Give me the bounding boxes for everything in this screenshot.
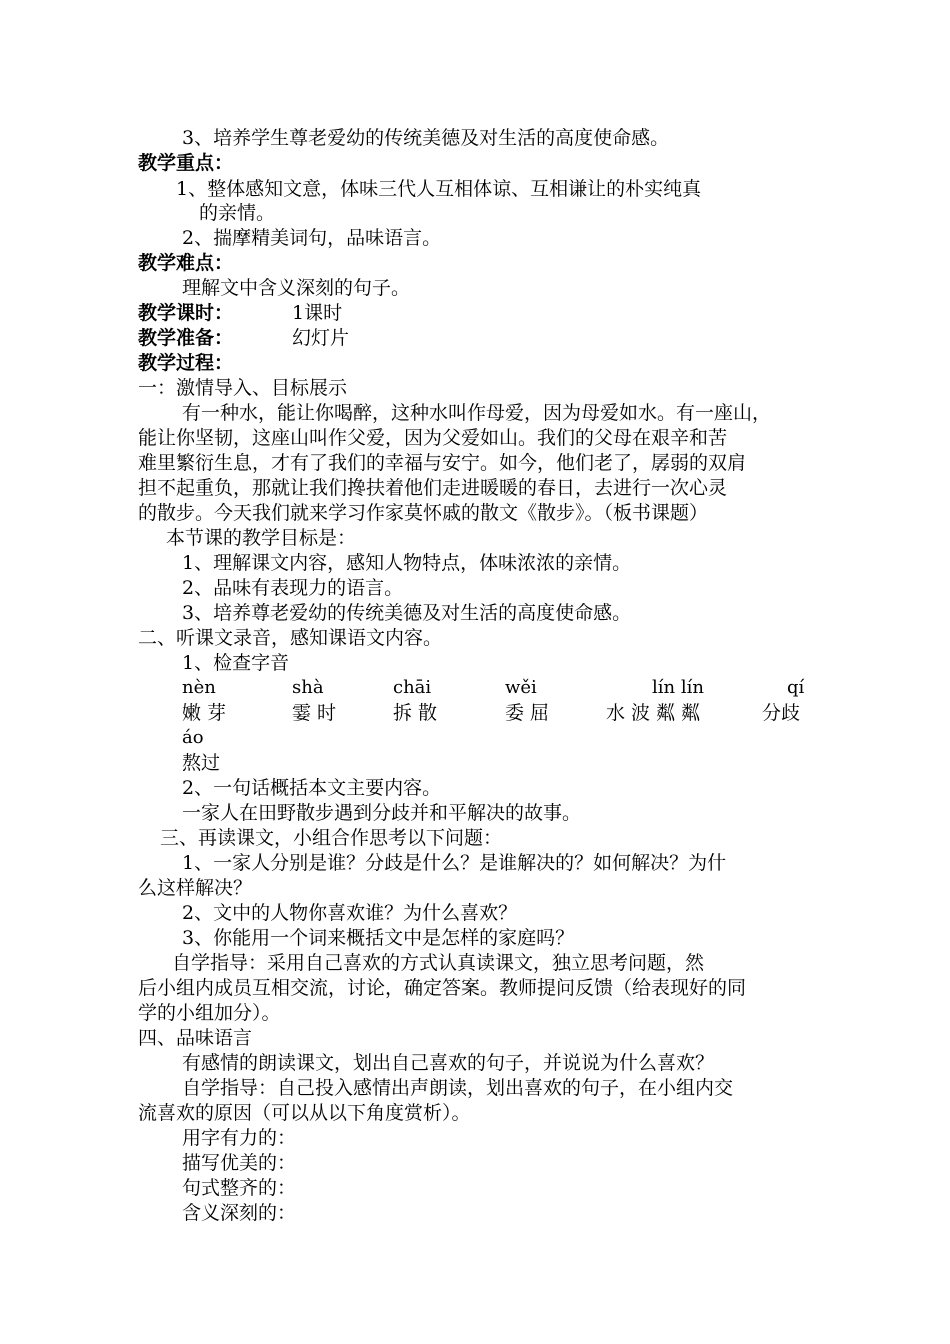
section-4-title: 四、品味语言 [138, 1027, 253, 1049]
section-2-title: 二、听课文录音，感知课语文内容。 [138, 627, 443, 649]
goal-1: 1、理解课文内容，感知人物特点，体味浓浓的亲情。 [182, 552, 632, 574]
word-chaisan: 拆 散 [393, 702, 438, 724]
class-hours-value: 1课时 [292, 302, 343, 324]
word-aoguo: 熬过 [182, 752, 221, 774]
pinyin-chai: chāi [393, 677, 432, 698]
teaching-focus-heading: 教学重点： [138, 152, 234, 174]
section-3-title: 三、再读课文，小组合作思考以下问题： [160, 827, 503, 849]
appreciation-angle-2: 描写优美的： [182, 1152, 297, 1174]
pinyin-wei: wěi [505, 677, 537, 698]
pinyin-sha: shà [292, 677, 324, 698]
pinyin-linlin: lín lín [652, 677, 704, 698]
word-weiqu: 委 屈 [505, 702, 550, 724]
self-study-guide-2: 自学指导：自己投入感情出声朗读，划出喜欢的句子，在小组内交 [182, 1077, 734, 1099]
appreciation-angle-1: 用字有力的： [182, 1127, 297, 1149]
intro-line-1: 有一种水，能让你喝醉，这种水叫作母爱，因为母爱如水。有一座山， [182, 402, 772, 424]
class-hours-heading: 教学课时： [138, 302, 234, 324]
question-3: 3、你能用一个词来概括文中是怎样的家庭吗？ [182, 927, 575, 949]
pinyin-ao: áo [182, 727, 204, 748]
goal-2: 2、品味有表现力的语言。 [182, 577, 404, 599]
summary-answer: 一家人在田野散步遇到分歧并和平解决的故事。 [182, 802, 582, 824]
goal-3: 3、培养尊老爱幼的传统美德及对生活的高度使命感。 [182, 602, 632, 624]
goals-intro: 本节课的教学目标是： [166, 527, 357, 549]
summary-question: 2、一句话概括本文主要内容。 [182, 777, 442, 799]
pinyin-nen: nèn [182, 677, 216, 698]
intro-line-5: 的散步。今天我们就来学习作家莫怀戚的散文《散步》。（板书课题） [138, 502, 709, 524]
reading-task: 有感情的朗读课文，划出自己喜欢的句子，并说说为什么喜欢？ [182, 1052, 715, 1074]
focus-item-2: 2、揣摩精美词句，品味语言。 [182, 227, 442, 249]
word-fenqi: 分歧 [762, 702, 801, 724]
focus-item-1: 1、整体感知文意，体味三代人互相体谅、互相谦让的朴实纯真 [176, 178, 702, 200]
intro-line-2: 能让你坚韧，这座山叫作父爱，因为父爱如山。我们的父母在艰辛和苦 [138, 427, 728, 449]
objective-3-line: 3、培养学生尊老爱幼的传统美德及对生活的高度使命感。 [182, 127, 670, 149]
self-study-guide-1-cont: 后小组内成员互相交流，讨论，确定答案。教师提问反馈（给表现好的同 [138, 977, 747, 999]
pinyin-qi: qí [787, 677, 805, 698]
teaching-prep-heading: 教学准备： [138, 327, 234, 349]
section-1-title: 一：激情导入、目标展示 [138, 377, 348, 399]
teaching-difficulty-heading: 教学难点： [138, 252, 234, 274]
teaching-prep-value: 幻灯片 [292, 327, 350, 349]
appreciation-angle-3: 句式整齐的： [182, 1177, 297, 1199]
difficulty-text: 理解文中含义深刻的句子。 [182, 277, 411, 299]
self-study-guide-1-end: 学的小组加分）。 [138, 1002, 281, 1024]
focus-item-1-cont: 的亲情。 [199, 202, 276, 224]
question-1: 1、一家人分别是谁？分歧是什么？是谁解决的？如何解决？为什 [182, 852, 727, 874]
intro-line-4: 担不起重负，那就让我们搀扶着他们走进暖暖的春日，去进行一次心灵 [138, 477, 728, 499]
word-shuibolinlin: 水 波 粼 粼 [606, 702, 701, 724]
self-study-guide-2-cont: 流喜欢的原因（可以从以下角度赏析）。 [138, 1102, 471, 1124]
appreciation-angle-4: 含义深刻的： [182, 1202, 297, 1224]
check-pronunciation: 1、检查字音 [182, 652, 290, 674]
word-shashi: 霎 时 [292, 702, 337, 724]
word-nenya: 嫩 芽 [182, 702, 227, 724]
question-2: 2、文中的人物你喜欢谁？为什么喜欢？ [182, 902, 518, 924]
intro-line-3: 难里繁衍生息，才有了我们的幸福与安宁。如今，他们老了，孱弱的双肩 [138, 452, 747, 474]
question-1-cont: 么这样解决？ [138, 877, 253, 899]
self-study-guide-1: 自学指导：采用自己喜欢的方式认真读课文，独立思考问题，然 [172, 952, 705, 974]
teaching-process-heading: 教学过程： [138, 352, 234, 374]
